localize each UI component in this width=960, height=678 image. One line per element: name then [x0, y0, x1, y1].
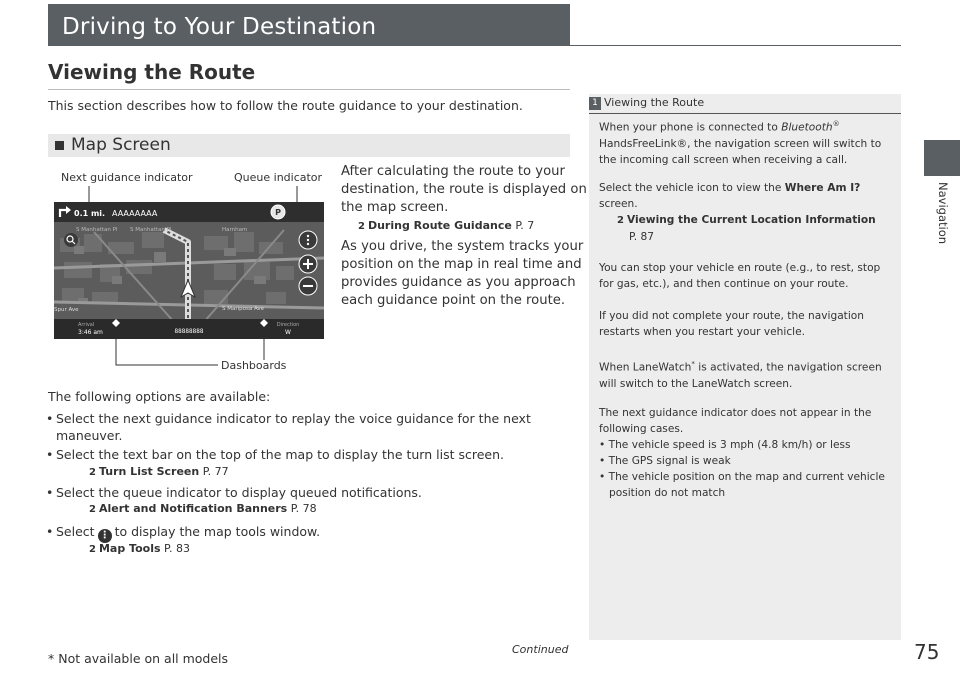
bullet-icon: • [46, 411, 54, 426]
options-title: The following options are available: [48, 389, 271, 404]
sidebar-paragraph: Select the vehicle icon to view the Where Am I? screen. [599, 182, 861, 210]
svg-text:Harnham: Harnham [222, 227, 248, 233]
sidebar-paragraph: If you did not complete your route, the navigation restarts when you restart your vehicle. [599, 310, 864, 338]
svg-text:3:46 am: 3:46 am [78, 329, 103, 336]
svg-text:W: W [285, 329, 291, 336]
callout-dashboards: Dashboards [221, 359, 287, 372]
page-number: 75 [914, 640, 940, 664]
sidebar-paragraph: When your phone is connected to Bluetooth® HandsFreeLink®, the navigation screen will switch to the incoming call screen when receiving a call. [599, 120, 882, 166]
map-screen [54, 202, 324, 339]
side-tab-label: Navigation [936, 182, 950, 245]
callout-queue: Queue indicator [234, 171, 323, 184]
sidebar-notes [589, 94, 901, 640]
sidebar-paragraph: The next guidance indicator does not appear in the following cases. • The vehicle speed is 3 mph (4.8 km/h) or less • The GPS signal is weak • The vehicle position on the map and current vehicle position do not match [599, 407, 885, 499]
chapter-side-tab [924, 140, 960, 176]
svg-text:S Mariposa Ave: S Mariposa Ave [222, 306, 265, 312]
subsection-title: Map Screen [71, 135, 171, 155]
sidebar-paragraph: When LaneWatch* is activated, the navigation screen will switch to the LaneWatch screen. [599, 360, 882, 390]
sidebar-title: Viewing the Route [604, 96, 705, 109]
intro-text: This section describes how to follow the route guidance to your destination. [48, 98, 523, 113]
option-item: • Select the text bar on the top of the map to display the turn list screen. [46, 447, 504, 462]
bullet-icon: • [46, 524, 54, 539]
sidebar-number: 1 [589, 97, 601, 110]
sidebar-xref-current-location[interactable]: 2 Viewing the Current Location Information P. 87 [617, 214, 876, 243]
svg-text:88888888: 88888888 [174, 328, 204, 335]
bullet-icon: • [46, 485, 54, 500]
svg-text:Spur Ave: Spur Ave [54, 307, 79, 313]
svg-text:AAAAAAAA: AAAAAAAA [112, 209, 158, 218]
option-item: • Select ⋮ to display the map tools window. [46, 524, 321, 541]
bullet-icon: • [599, 471, 609, 483]
xref-map-tools[interactable]: 2 Map Tools P. 83 [89, 542, 190, 555]
continued-label: Continued [512, 643, 569, 656]
section-title: Viewing the Route [48, 60, 256, 84]
xref-during-route-guidance[interactable]: 2 During Route Guidance P. 7 [358, 219, 535, 232]
option-item: • Select the next guidance indicator to replay the voice guidance for the next maneuver. [46, 411, 531, 443]
body-paragraph-2: As you drive, the system tracks your position on the map in real time and provides guidance as you approach each guidance point on the route. [341, 239, 584, 308]
callout-next-guidance: Next guidance indicator [61, 171, 193, 184]
bullet-icon: • [599, 455, 609, 467]
cross-reference-icon: 2 [89, 504, 96, 515]
option-item: • Select the queue indicator to display queued notifications. [46, 485, 422, 500]
xref-turn-list-screen[interactable]: 2 Turn List Screen P. 77 [89, 465, 229, 478]
bullet-icon: • [46, 447, 54, 462]
svg-text:S Manhattan Pl: S Manhattan Pl [130, 227, 172, 233]
svg-text:S Manhattan Pl: S Manhattan Pl [76, 227, 118, 233]
bullet-icon: • [599, 439, 609, 451]
cross-reference-icon: 2 [89, 544, 96, 555]
more-options-icon: ⋮ [99, 530, 110, 541]
svg-text:Direction: Direction [276, 322, 300, 328]
body-paragraph-1: After calculating the route to your destination, the route is displayed on the map screen. [341, 164, 587, 215]
svg-text:Arrival: Arrival [78, 322, 95, 328]
sidebar-paragraph: You can stop your vehicle en route (e.g., to rest, stop for gas, etc.), and then continue on your route. [599, 262, 881, 290]
svg-text:0.1 mi.: 0.1 mi. [74, 209, 106, 218]
chapter-title: Driving to Your Destination [62, 14, 377, 40]
cross-reference-icon: 2 [89, 467, 96, 478]
svg-text:P: P [275, 208, 281, 217]
xref-alert-banners[interactable]: 2 Alert and Notification Banners P. 78 [89, 502, 317, 515]
cross-reference-icon: 2 [358, 221, 365, 232]
cross-reference-icon: 2 [617, 215, 624, 226]
sidebar-header [589, 94, 901, 114]
footnote: * Not available on all models [48, 651, 229, 666]
